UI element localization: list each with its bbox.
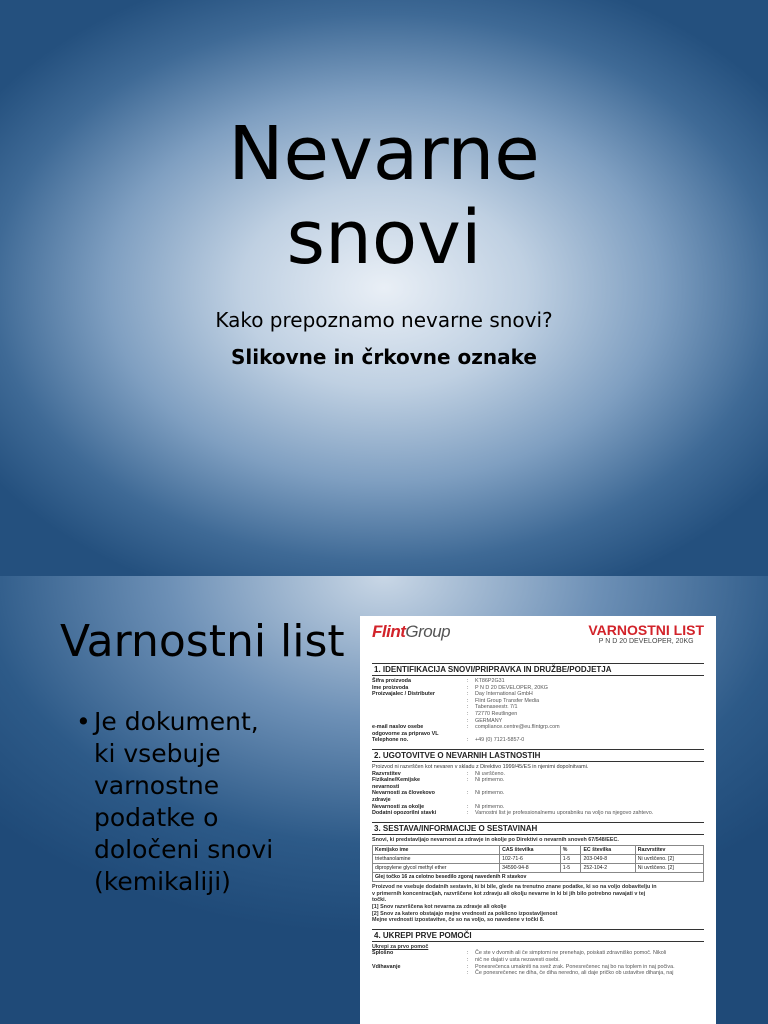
sds-field-label [372,718,467,725]
sds-field-colon: : [467,950,469,957]
sds-field-label: Splošno [372,950,394,957]
sds-field-row [372,718,704,725]
sds-field-value: Ni uvrščeno. [475,770,505,777]
sds-field-value: Ni primerno. [475,790,505,797]
bullet-list [94,706,334,898]
sds-field-row [372,957,704,964]
sds-section-4-sub: Ukrepi za prvo pomoč [372,943,429,950]
table-cell: 34590-94-8 [500,864,561,873]
sds-text-line: v primernih koncentracijah, razvrščene kot zdravju ali okolju nevarne in ki bi jih bilo potrebno navajati v tej [372,890,646,897]
sds-text-line: točki. [372,897,387,904]
table-header-row [373,846,704,855]
table-row [373,873,704,882]
sds-field-row [372,737,704,744]
sds-field-colon: : [467,777,469,784]
title-line-2: snovi [286,195,482,281]
sds-field-value: nič ne dajati v usta nezavesti osebi. [475,957,560,964]
sds-field-row [372,797,704,804]
sds-field-row [372,804,704,811]
sds-section-1: 1. IDENTIFIKACIJA SNOVI/PRIPRAVKA IN DRUŽBE/PODJETJA [372,663,704,676]
sds-title-block [588,622,704,645]
sds-field-row [372,810,704,817]
sds-field-value [475,784,704,791]
sds-section-2: 2. UGOTOVITVE O NEVARNIH LASTNOSTIH [372,749,704,762]
sds-field-value [475,731,704,738]
sds-field-label: Nevarnosti za človekovo [372,790,435,797]
sds-field-colon [467,784,475,791]
table-header-cell: Razvrstitev [635,846,703,855]
sds-field-colon: : [467,697,469,704]
sds-field-colon: : [467,717,469,724]
sds-field-label: zdravje [372,796,391,803]
sds-field-label: Telephone no. [372,737,409,744]
sds-field-colon: : [467,691,469,698]
slide-safety-sheet [0,576,768,1024]
sds-field-value: Flint Group Transfer Media [475,697,540,704]
sds-field-value: Day International GmbH [475,691,533,698]
table-row [373,864,704,873]
sds-field-colon: : [467,957,469,964]
subtitle-labels: Slikovne in črkovne oznake [231,345,537,369]
sds-field-label: Fizikalne/Kemijske [372,777,420,784]
sds-field-colon: : [467,803,469,810]
bullet-line: Je dokument, [94,707,259,736]
table-cell: 203-049-8 [581,855,635,864]
sds-field-value: +49 (0) 7121-5857-0 [475,737,525,744]
sds-field-label: e-mail naslov osebe [372,724,424,731]
sds-field-label [372,970,467,977]
sds-field-label [372,957,467,964]
sds-field-row [372,784,704,791]
sds-field-colon: : [467,684,469,691]
sds-field-row [372,704,704,711]
sds-text-line: Mejne vrednosti izpostavitve, če so na voljo, so navedene v točki 8. [372,917,545,924]
table-header-cell: CAS številka [500,846,561,855]
sds-field-row [372,685,704,692]
sds-field-value: Ni primerno. [475,803,505,810]
table-header-cell: Kemijsko ime [373,846,500,855]
sds-field-label [372,698,467,705]
sds-field-colon: : [467,737,469,744]
sds-text-line: Proizvod ne vsebuje dodatnih sestavin, ki bi bile, glede na trenutno znane podatke, ki so na voljo dobavitelju in [372,884,657,891]
sds-field-row [372,691,704,698]
sds-section-2-intro: Proizvod ni razvrščen kot nevaren v skladu z Direktivo 1999/45/ES in njenimi dopolnitvami. [372,763,589,770]
sds-field-value: Če ste v dvomih ali če simptomi ne prenehajo, poiskati zdravniško pomoč. Nikoli [475,950,667,957]
sds-field-value: Tabenaseestr. 7/1 [475,704,518,711]
sds-field-colon: : [467,790,469,797]
sds-field-value: KT86P2G31 [475,678,505,684]
sds-product-name: P N D 20 DEVELOPER, 20KG [598,638,694,645]
sds-field-row [372,777,704,784]
sds-field-row [372,678,704,685]
safety-data-sheet-image [360,616,716,1024]
sds-section-3: 3. SESTAVA/INFORMACIJE O SESTAVINAH [372,822,704,835]
sds-field-label: Vdihavanje [372,963,401,970]
table-cell: Ni uvrščeno. [2] [635,864,703,873]
sds-composition-table [372,845,704,882]
table-header-cell: % [560,846,581,855]
sds-field-colon [467,797,475,804]
sds-field-value: 72770 Reutlingen [475,710,518,717]
table-cell: 102-71-6 [500,855,561,864]
table-cell: 1-5 [560,855,581,864]
sds-section-2-rows [372,771,704,817]
sds-field-value [475,797,704,804]
sds-field-label: Razvrstitev [372,770,401,777]
sds-field-row [372,698,704,705]
table-cell: 252-104-2 [581,864,635,873]
table-note: Glej točko 16 za celotno besedilo zgoraj navedenih R stavkov [373,873,704,882]
sds-field-row [372,711,704,718]
sds-field-row [372,970,704,977]
sds-text-line: [1] Snov razvrščena kot nevarna za zdravje ali okolje [372,904,507,911]
table-row [373,855,704,864]
sds-field-value: Varnostni list je professionalnemu uporabniku na voljo na njegovo zahtevo. [475,810,654,817]
sds-field-row [372,771,704,778]
sds-field-label: Dodatni opozorilni stavki [372,810,437,817]
sds-field-value: P N D 20 DEVELOPER, 20KG [475,684,549,691]
sds-field-value: Ponesrečenca umakniti na svež zrak. Ponesrečenec naj bo na toplem in naj počiva. [475,963,675,970]
sds-field-value: GERMANY [475,717,503,724]
flint-group-logo: FlintGroup [372,622,451,641]
sds-field-colon: : [467,704,469,711]
sds-field-label: nevarnosti [372,783,400,790]
sds-field-label: Šifra proizvoda [372,678,411,684]
sds-field-colon: : [467,710,469,717]
sds-section-3-text [372,884,704,924]
sds-field-colon: : [467,963,469,970]
sds-field-value: compliance.centre@eu.flintgrp.com [475,724,560,731]
sds-field-colon: : [467,810,469,817]
slide-2-title: Varnostni list [60,616,345,667]
bullet-line: (kemikaliji) [94,867,231,896]
sds-field-colon: : [467,724,469,731]
sds-field-label: odgovorne za pripravo VL [372,730,439,737]
sds-field-row [372,731,704,738]
sds-field-label: Proizvajalec / Distributer [372,691,435,698]
bullet-item [94,706,334,898]
sds-text-line: [2] Snov za katero obstajajo mejne vrednosti za poklicno izpostavljenost [372,910,558,917]
table-cell: Ni uvrščeno. [2] [635,855,703,864]
bullet-line: ki vsebuje [94,739,221,768]
sds-field-value: Če ponesrečenec ne diha, če diha neredno, ali daje pričko ob ustavitve dihanja, naj [475,970,674,977]
title-line-1: Nevarne [228,111,540,197]
sds-doc-title: VARNOSTNI LIST [588,622,704,638]
subtitle-question: Kako prepoznamo nevarne snovi? [215,308,553,332]
sds-field-colon: : [467,770,469,777]
sds-section-3-intro: Snovi, ki predstavljajo nevarnost za zdravje in okolje po Direktivi o nevarnih snoveh 67/548/EEC. [372,836,619,843]
sds-field-value: Ni primerno. [475,777,505,784]
sds-field-colon: : [467,970,469,977]
sds-section-4: 4. UKREPI PRVE POMOČI [372,929,704,942]
sds-field-colon: : [467,678,469,684]
sds-field-row [372,950,704,957]
table-header-cell: EC številka [581,846,635,855]
sds-field-row [372,724,704,731]
bullet-line: podatke o [94,803,219,832]
table-cell: triethanolamine [373,855,500,864]
sds-field-row [372,790,704,797]
table-cell: 1-5 [560,864,581,873]
bullet-line: določeni snovi [94,835,274,864]
sds-field-colon [467,731,475,738]
sds-field-label [372,711,467,718]
sds-header [372,622,704,658]
sds-field-label: Nevarnosti za okolje [372,803,425,810]
sds-field-label: Ime proizvoda [372,684,409,691]
table-cell: dipropylene glycol methyl ether [373,864,500,873]
sds-field-label [372,704,467,711]
sds-section-1-rows [372,678,704,744]
slide-title-heading [0,112,768,280]
bullet-line: varnostne [94,771,220,800]
sds-section-4-rows [372,950,704,976]
